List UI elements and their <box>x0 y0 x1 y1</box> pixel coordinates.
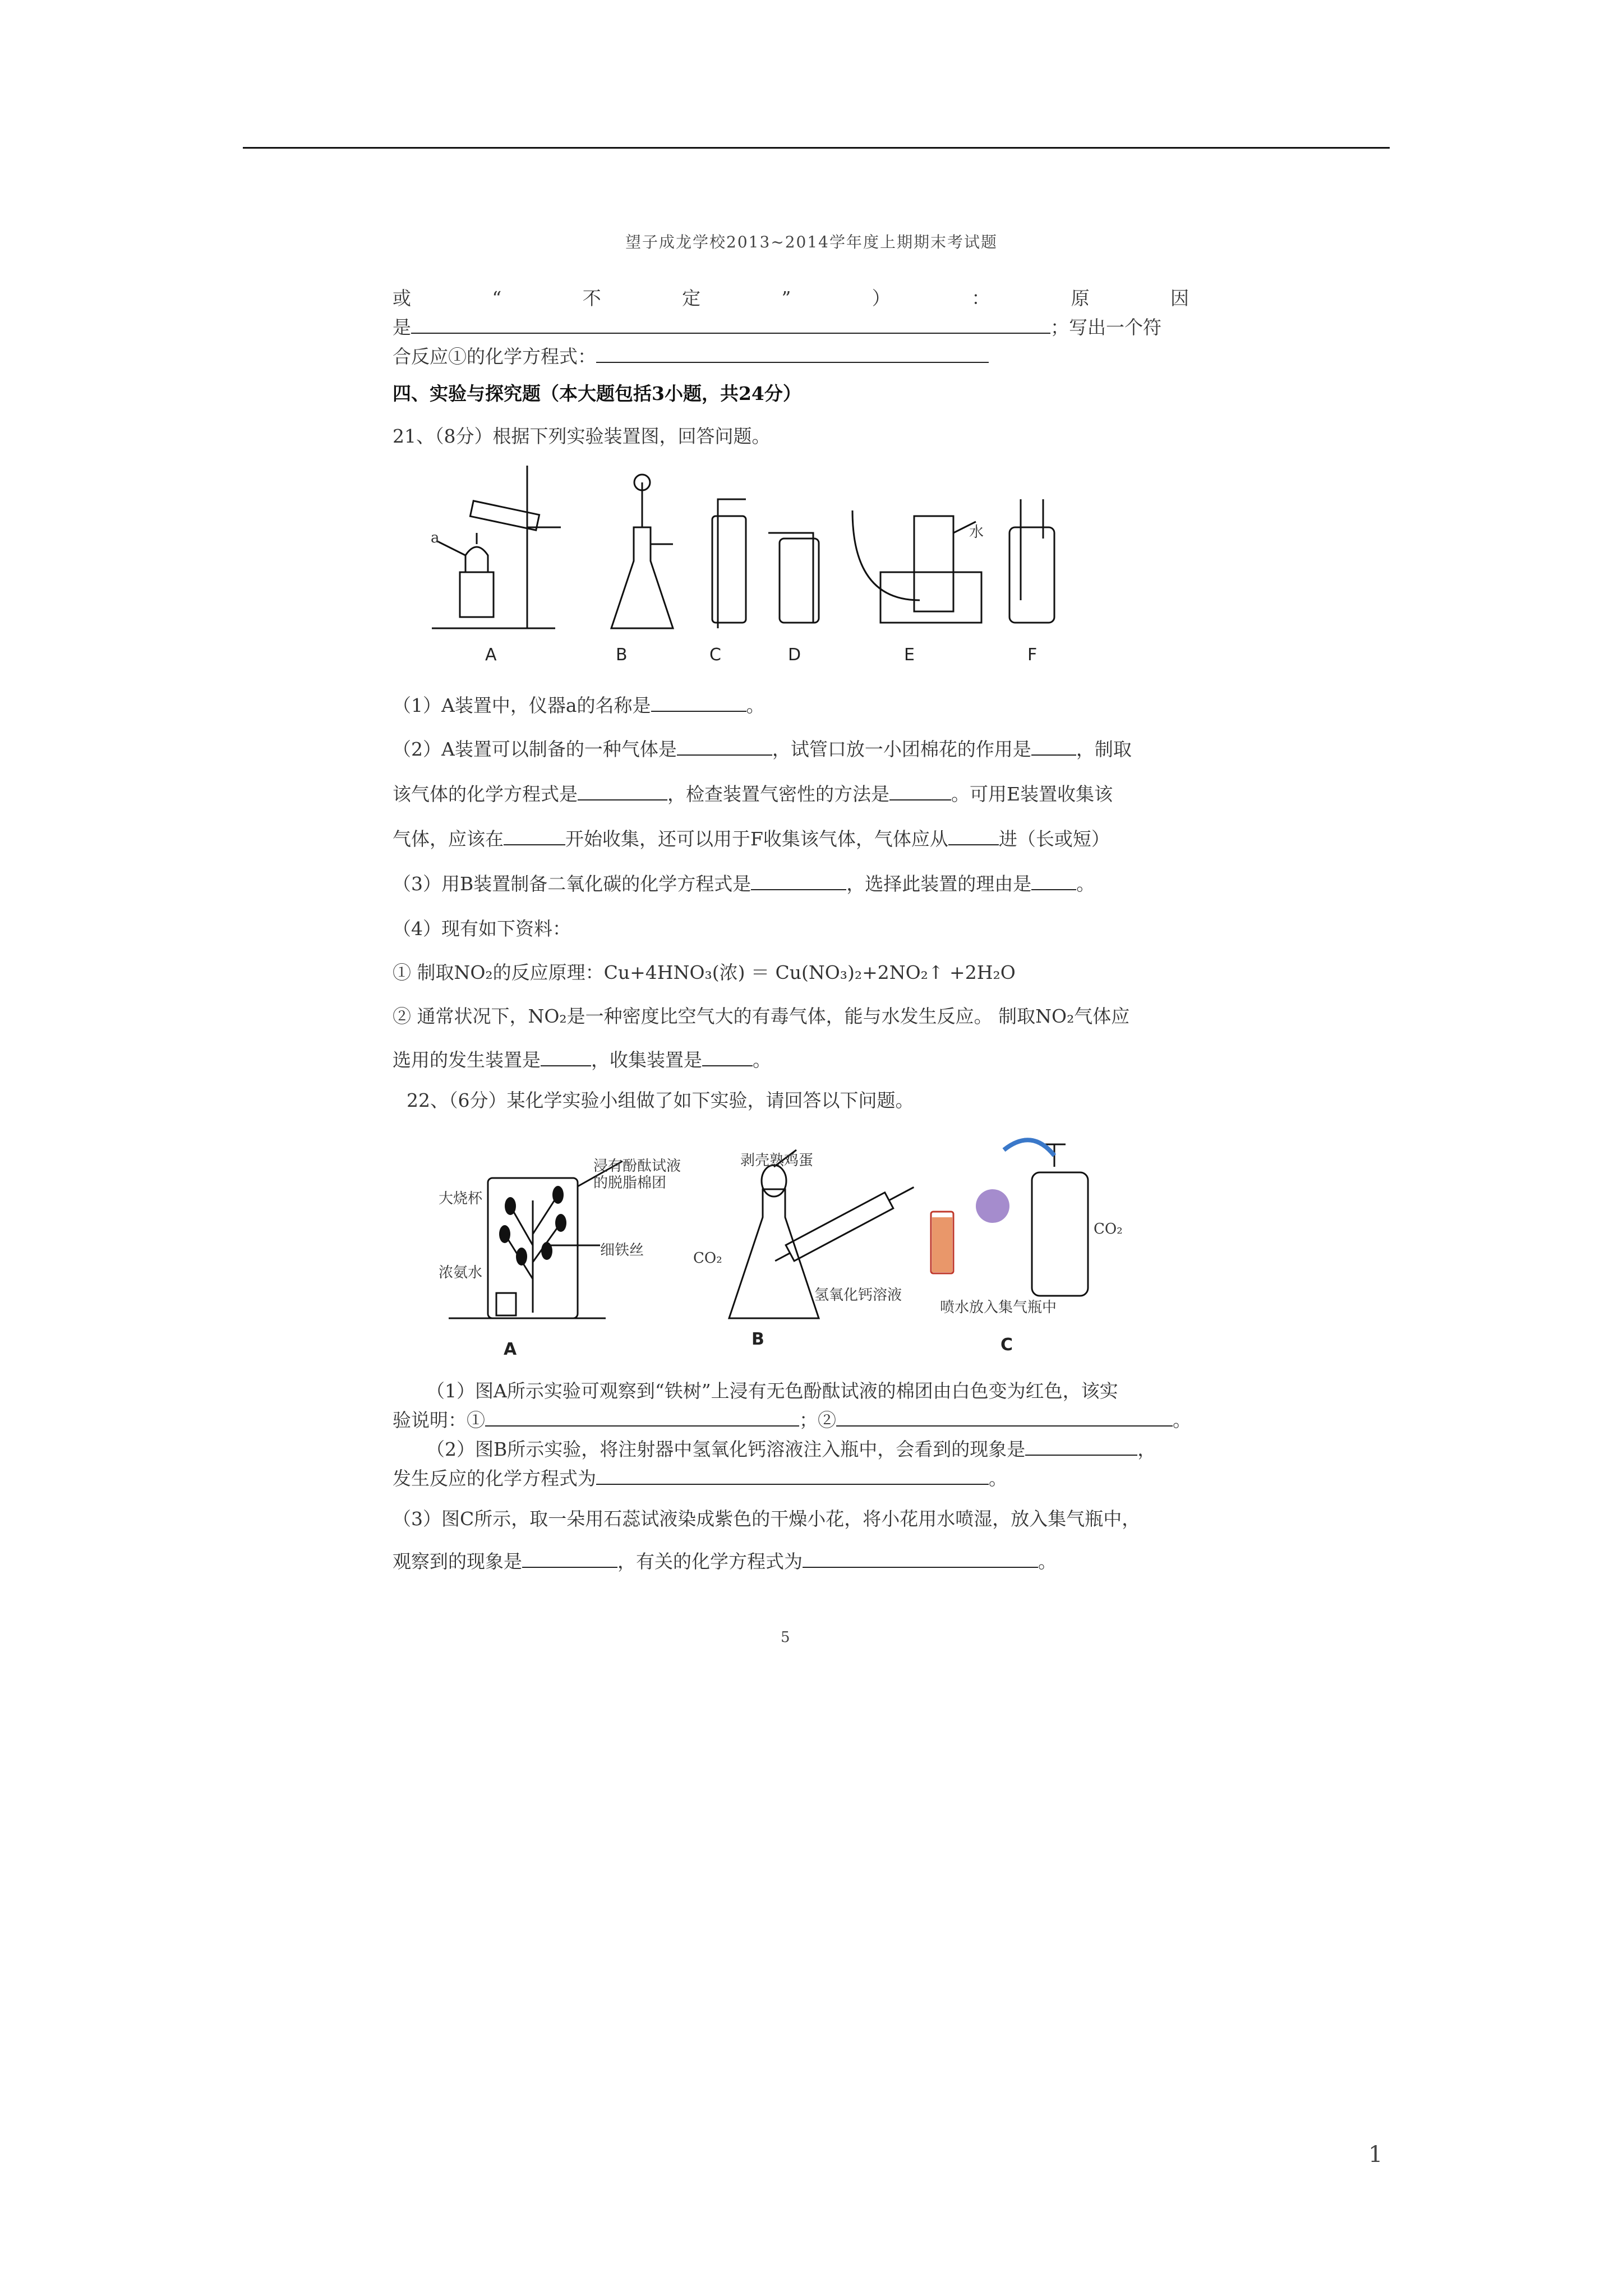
answer-blank[interactable] <box>948 827 999 845</box>
syringe <box>771 1179 918 1269</box>
figure1-label-c: C <box>709 645 721 665</box>
conical-flask <box>611 527 673 628</box>
answer-blank[interactable] <box>1031 872 1076 890</box>
text-line-3 <box>393 344 1189 369</box>
label-a-leader <box>437 541 465 555</box>
text-char: ： <box>971 287 990 309</box>
ammonia-label: 浓氨水 <box>439 1264 483 1281</box>
cotton-label-1: 浸有酚酞试液 <box>593 1158 681 1175</box>
question-22-title: 22、（6分）某化学实验小组做了如下实验，请回答以下问题。 <box>407 1089 914 1111</box>
question-21-title: 21、（8分）根据下列实验装置图，回答问题。 <box>393 425 771 447</box>
lime-water-label: 氢氧化钙溶液 <box>814 1287 902 1304</box>
figure1-label-d: D <box>788 645 801 665</box>
text-char: “ <box>492 287 502 309</box>
answer-blank[interactable] <box>596 1467 989 1485</box>
inner-page-number: 5 <box>781 1629 790 1646</box>
text-char: 不 <box>582 287 601 309</box>
answer-blank[interactable] <box>541 1048 591 1066</box>
text-segment: ；写出一个符 <box>1050 316 1161 338</box>
answer-blank[interactable] <box>522 1550 617 1568</box>
q21-part2-line2: 该气体的化学方程式是 ，检查装置气密性的方法是 。可用E装置收集该 <box>393 783 1113 805</box>
q21-part2-line3: 气体，应该在 开始收集，还可以用于F收集该气体，气体应从 进（长或短） <box>393 828 1110 850</box>
apparatus-figure-1 <box>426 460 1088 639</box>
answer-blank[interactable] <box>578 783 667 800</box>
q21-part2: （2）A装置可以制备的一种气体是 ，试管口放一小团棉花的作用是 ，制取 <box>393 738 1132 760</box>
answer-blank[interactable] <box>702 1048 753 1066</box>
cotton-label-2: 的脱脂棉团 <box>593 1175 667 1191</box>
q21-part4-answer: 选用的发生装置是 ，收集装置是 。 <box>393 1049 771 1071</box>
q21-part1: （1）A装置中，仪器a的名称是 。 <box>393 694 765 716</box>
answer-blank[interactable] <box>485 1409 799 1427</box>
boiled-egg <box>762 1165 786 1197</box>
answer-blank[interactable] <box>651 694 746 712</box>
wash-bottle-f <box>1009 527 1054 623</box>
text-segment: 是 <box>393 316 411 338</box>
figure2-label-a: A <box>504 1340 517 1359</box>
answer-blank[interactable] <box>504 827 565 845</box>
egg-label: 剥壳熟鸡蛋 <box>740 1152 814 1169</box>
answer-blank[interactable] <box>751 872 846 890</box>
page-number: 1 <box>1368 2142 1383 2168</box>
q22-part1: （1）图A所示实验可观察到“铁树”上浸有无色酚酞试液的棉团由白色变为红色，该实 <box>426 1380 1118 1402</box>
label-a-instrument: a <box>431 530 440 546</box>
answer-blank[interactable] <box>411 316 1050 334</box>
answer-blank[interactable] <box>803 1550 1038 1568</box>
answer-blank[interactable] <box>596 345 989 363</box>
test-tube <box>470 501 539 530</box>
beaker-label: 大烧杯 <box>439 1190 483 1207</box>
text-char: ” <box>781 287 791 309</box>
purple-flower <box>976 1189 1009 1223</box>
answer-blank[interactable] <box>836 1409 1173 1427</box>
apparatus-a-burner-block <box>460 572 494 617</box>
page-header: 望子成龙学校2013~2014学年度上期期末考试题 <box>625 233 998 251</box>
inverted-bottle <box>914 516 953 611</box>
figure1-label-f: F <box>1027 645 1038 665</box>
text-segment: 合反应①的化学方程式： <box>393 346 596 367</box>
q21-info: ② 通常状况下，NO₂是一种密度比空气大的有毒气体，能与水发生反应。 制取NO₂气体应 <box>393 1005 1130 1027</box>
insert-arrow <box>1004 1140 1054 1156</box>
text-char: 原 <box>1071 287 1090 309</box>
q22-part2: （2）图B所示实验，将注射器中氢氧化钙溶液注入瓶中，会看到的现象是 ， <box>426 1438 1156 1460</box>
figure2-label-b: B <box>751 1329 764 1349</box>
spray-liquid <box>932 1217 952 1272</box>
tube-e <box>852 510 920 600</box>
conical-flask-b <box>729 1189 819 1318</box>
figure1-label-e: E <box>904 645 915 665</box>
answer-blank[interactable] <box>1031 738 1076 756</box>
q21-reaction: ① 制取NO₂的反应原理：Cu+4HNO₃(浓) ＝ Cu(NO₃)₂+2NO₂↑ +2H₂O <box>393 961 1016 983</box>
text-line-1 <box>393 286 1189 311</box>
top-rule <box>243 147 1390 149</box>
text-line-2 <box>393 315 1189 340</box>
co2-label-b: CO₂ <box>693 1250 722 1267</box>
label-water: 水 <box>969 524 984 541</box>
q22-part2-equation: 发生反应的化学方程式为 。 <box>393 1467 1007 1489</box>
wire-label: 细铁丝 <box>600 1242 644 1259</box>
answer-blank[interactable] <box>1025 1438 1137 1456</box>
text-char: 定 <box>682 287 701 309</box>
gas-jar <box>1032 1172 1088 1296</box>
figure1-label-b: B <box>616 645 628 665</box>
spray-label: 喷水放入集气瓶中 <box>940 1299 1057 1316</box>
q22-part1-answer: 验说明：① ；② 。 <box>393 1409 1191 1431</box>
figure2-label-c: C <box>1000 1335 1013 1355</box>
co2-label-c: CO₂ <box>1094 1221 1123 1237</box>
text-char: ） <box>872 287 891 309</box>
answer-blank[interactable] <box>889 783 951 800</box>
tube-c <box>718 499 746 628</box>
answer-blank[interactable] <box>677 738 772 756</box>
q21-part4: （4）现有如下资料： <box>393 918 571 940</box>
section-heading: 四、实验与探究题（本大题包括3小题，共24分） <box>393 383 801 404</box>
text-char: 或 <box>393 287 411 309</box>
q22-part3-answer: 观察到的现象是 ，有关的化学方程式为 。 <box>393 1550 1057 1572</box>
figure1-label-a: A <box>485 645 497 665</box>
text-char: 因 <box>1170 287 1189 309</box>
q22-part3: （3）图C所示，取一朵用石蕊试液染成紫色的干燥小花，将小花用水喷湿，放入集气瓶中， <box>393 1508 1141 1530</box>
alcohol-lamp <box>465 547 488 572</box>
ammonia-container <box>496 1293 516 1315</box>
q21-part3: （3）用B装置制备二氧化碳的化学方程式是 ，选择此装置的理由是 。 <box>393 873 1095 895</box>
tube-d <box>768 533 813 623</box>
